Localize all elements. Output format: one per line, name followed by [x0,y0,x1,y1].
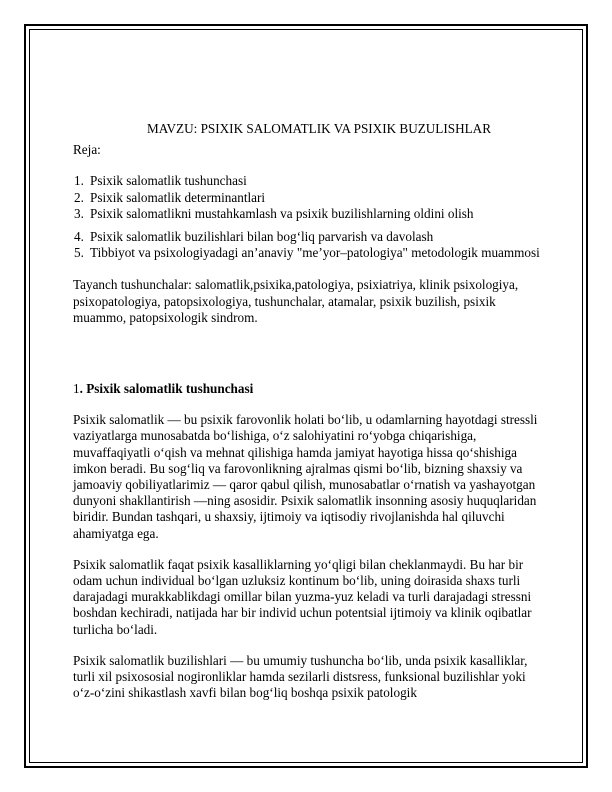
plan-item [73,229,543,245]
plan-item-number: 5. [74,245,84,261]
plan-item-number: 2. [74,189,84,205]
section-number: 1 [73,381,80,397]
plan-gap [73,222,543,229]
body-paragraph: Psixik salomatlik buzilishlari — bu umumiy tushuncha bo‘lib, unda psixik kasalliklar, turli xil psixososial nogironliklar hamda sezilarli distsress, funksional buzilishlar yoki o‘z-o‘zini shikastlash xavfi bilan bog‘liq boshqa psixik patologik [73,652,528,701]
plan-item [73,206,543,222]
plan-item-text: Psixik salomatlik determinantlari [90,189,266,205]
plan-item-text: Psixik salomatlik tushunchasi [90,173,247,189]
body-paragraph: Psixik salomatlik faqat psixik kasalliklarning yo‘qligi bilan cheklanmaydi. Bu har bir odam uchun individual bo‘lgan uzluksiz kontinum bo‘lib, uning doirasida shaxs turli darajadagi murakkablikdagi omillar bilan yuzma-yuz keladi va turli darajadagi stressni boshdan kechiradi, natijada har bir individ uchun potentsial ijtimoiy va klinik oqibatlar turlicha bo‘ladi. [73,556,532,637]
section-title: . Psixik salomatlik tushunchasi [79,381,254,397]
plan-list-continued [73,229,543,261]
document-title: MAVZU: PSIXIK SALOMATLIK VA PSIXIK BUZULISHLAR [146,121,491,136]
document-body [73,121,543,701]
section-heading [73,381,543,397]
plan-item-text: Psixik salomatlik buzilishlari bilan bog‘liq parvarish va davolash [90,229,434,245]
plan-item-text: Tibbiyot va psixologiyadagi an’anaviy "me’yor–patologiya" metodologik muammosi [90,245,540,261]
body-paragraph: Psixik salomatlik — bu psixik farovonlik holati bo‘lib, u odamlarning hayotdagi stressli vaziyatlarga munosabatda bo‘lishiga, o‘z salohiyatini ro‘yobga chiqarishiga, muvaffaqiyatli o‘qish va mehnat qilishiga hamda jamiyat hayotiga hissa qo‘shishiga imkon beradi. Bu sog‘liq va farovonlikning ajralmas qismi bo‘lib, bizning shaxsiy va jamoaviy qobiliyatlarimiz — qaror qabul qilish, munosabatlar o‘rnatish va yashayotgan dunyoni shakllantirish —ning asosidir. Psixik salomatlik insonning asosiy huquqlaridan biridir. Bundan tashqari, u shaxsiy, ijtimoiy va iqtisodiy rivojlanishda hal qiluvchi ahamiyatga ega. [73,412,538,541]
plan-item-number: 3. [74,205,84,221]
key-concepts: Tayanch tushunchalar: salomatlik,psixika,patologiya, psixiatriya, klinik psixologiya, psixopatologiya, patopsixologiya, tushunchalar, atamalar, psixik buzilish, psixik muammo, patopsixologik sindrom. [73,277,519,325]
plan-item-number: 1. [74,173,84,189]
plan-item [73,173,543,189]
plan-item-number: 4. [74,229,84,245]
plan-label: Reja: [73,142,101,158]
plan-item [73,245,543,261]
plan-item [73,190,543,206]
plan-item-text: Psixik salomatlikni mustahkamlash va psixik buzilishlarning oldini olish [90,205,474,221]
plan-list [73,173,543,222]
